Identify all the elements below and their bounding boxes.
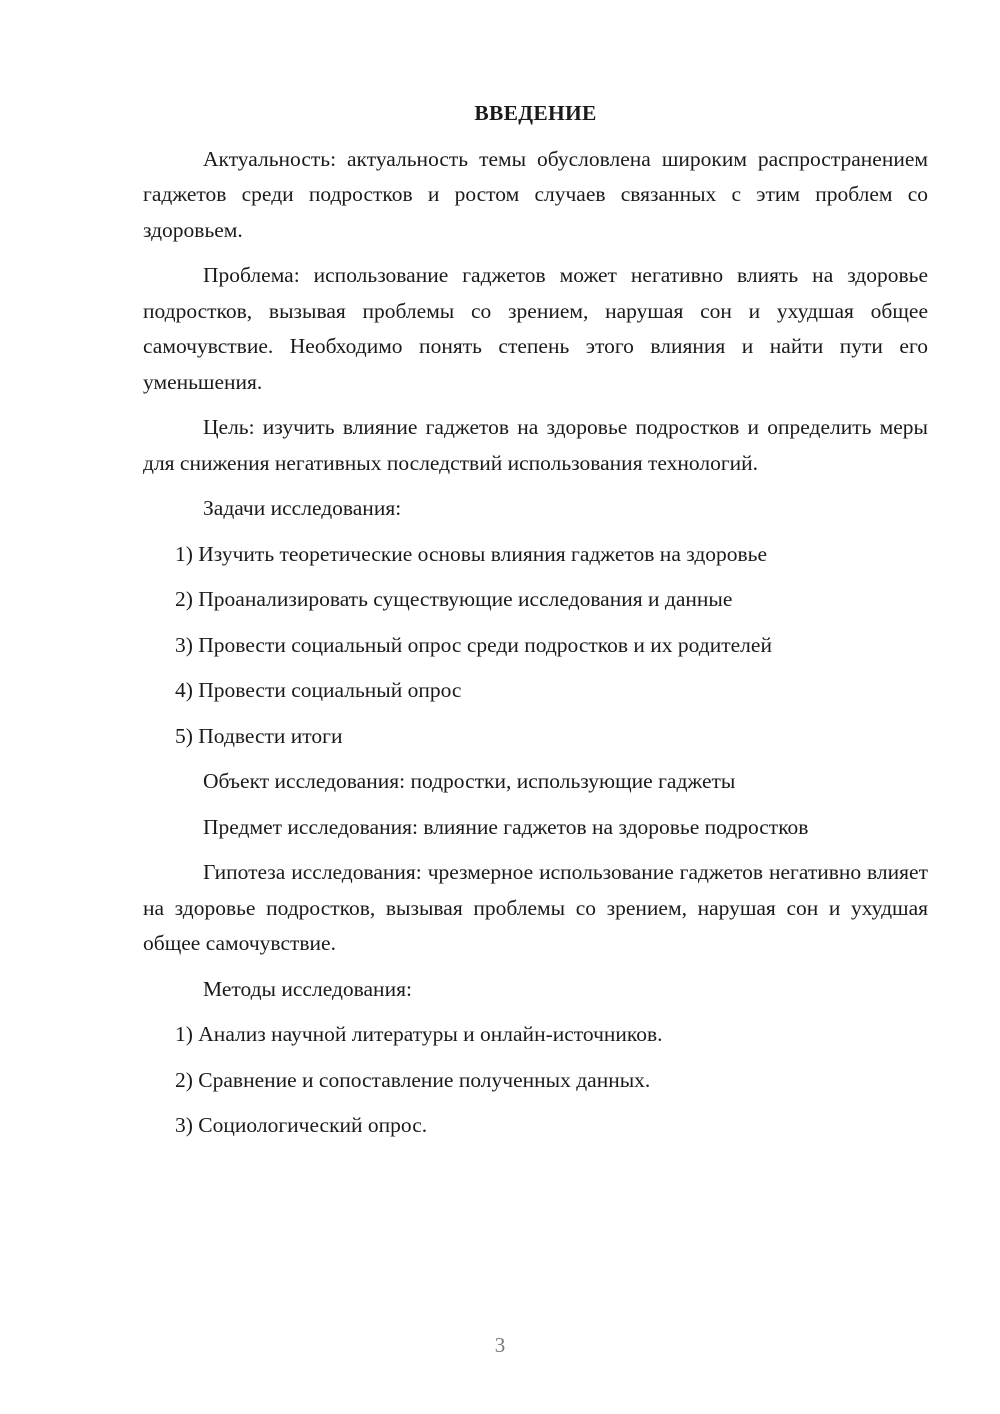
page-content xyxy=(143,96,928,1154)
method-item: 3) Социологический опрос. xyxy=(175,1113,428,1137)
task-item: 3) Провести социальный опрос среди подростков и их родителей xyxy=(175,632,772,657)
page-number: 3 xyxy=(494,1333,506,1357)
method-item: 2) Сравнение и сопоставление полученных данных. xyxy=(175,1067,651,1092)
methods-heading: Методы исследования: xyxy=(203,976,412,1001)
goal-paragraph: Цель: изучить влияние гаджетов на здоровье подростков и определить меры для снижения негативных последствий использования технологий. xyxy=(143,415,928,475)
task-item: 5) Подвести итоги xyxy=(175,723,343,748)
relevance-paragraph: Актуальность: актуальность темы обусловлена широким распространением гаджетов среди подростков и ростом случаев связанных с этим проблем со здоровьем. xyxy=(143,146,928,242)
task-item: 2) Проанализировать существующие исследования и данные xyxy=(175,587,733,611)
method-item: 1) Анализ научной литературы и онлайн-источников. xyxy=(175,1022,663,1046)
task-item: 1) Изучить теоретические основы влияния гаджетов на здоровье xyxy=(175,541,768,566)
section-title: ВВЕДЕНИЕ xyxy=(474,101,597,125)
problem-paragraph: Проблема: использование гаджетов может негативно влиять на здоровье подростков, вызывая проблемы со зрением, нарушая сон и ухудшая общее самочувствие. Необходимо понять степень этого влияния и найти пути его уменьшения. xyxy=(143,263,928,394)
tasks-heading: Задачи исследования: xyxy=(203,496,402,520)
task-item: 4) Провести социальный опрос xyxy=(175,678,462,702)
subject-line: Предмет исследования: влияние гаджетов на здоровье подростков xyxy=(203,814,809,839)
object-line: Объект исследования: подростки, использующие гаджеты xyxy=(203,769,736,793)
hypothesis-paragraph: Гипотеза исследования: чрезмерное использование гаджетов негативно влияет на здоровье подростков, вызывая проблемы со зрением, нарушая сон и ухудшая общее самочувствие. xyxy=(143,860,928,955)
